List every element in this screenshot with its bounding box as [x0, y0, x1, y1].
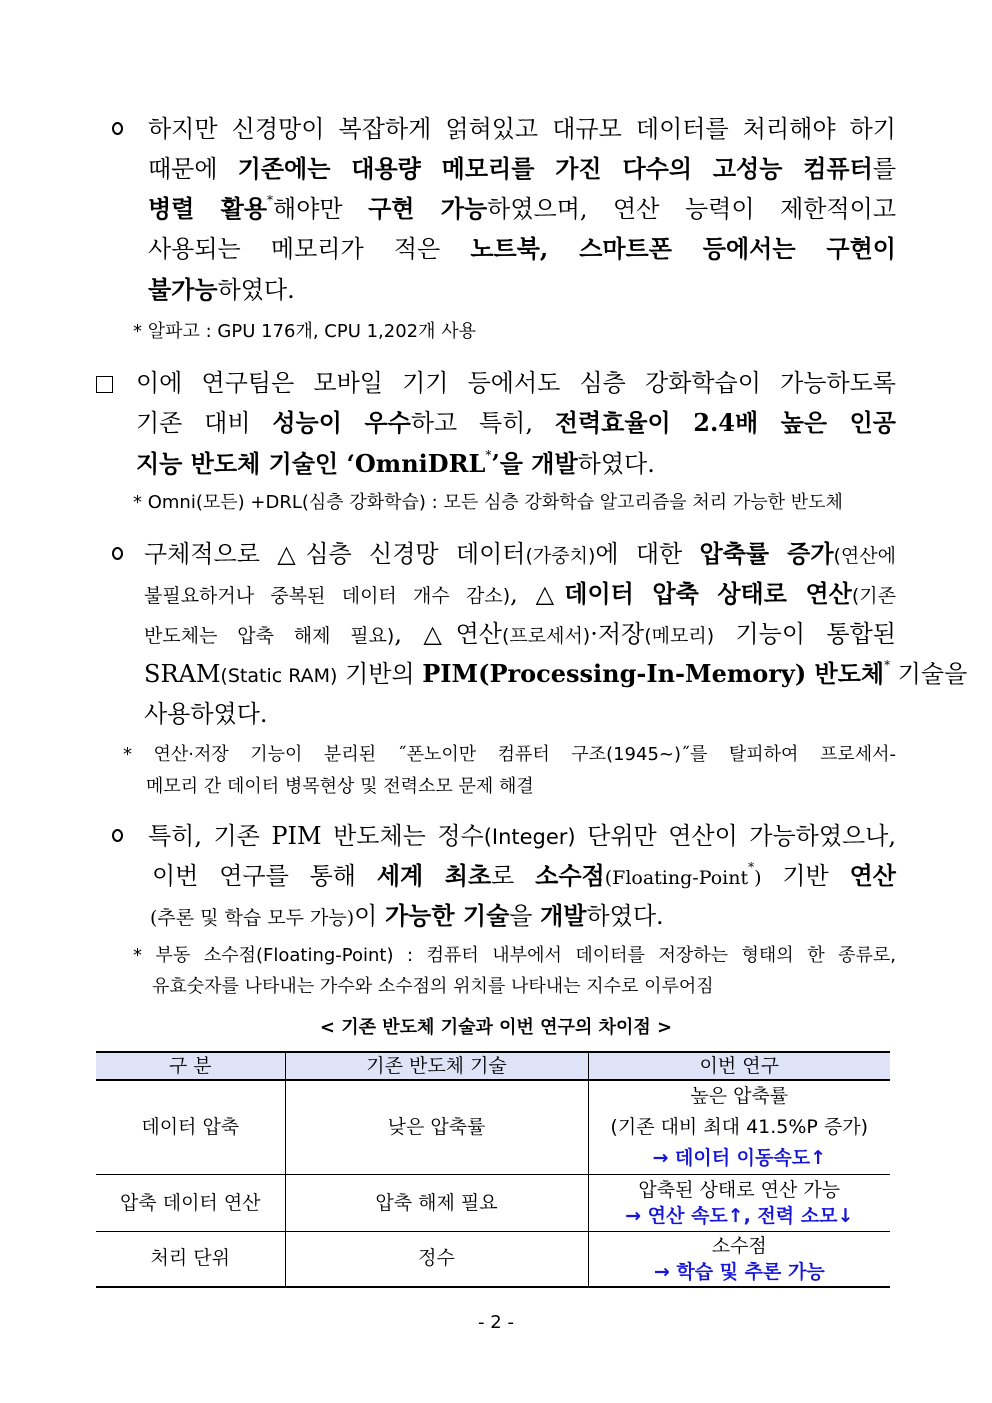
bullet-circle-icon [112, 829, 123, 842]
table-cell-existing: 낮은 압축률 [285, 1080, 588, 1175]
cell-highlight: → 학습 및 추론 가능 [653, 1260, 825, 1283]
table-cell-new [588, 1175, 890, 1232]
table-header-existing: 기존 반도체 기술 [285, 1052, 588, 1080]
table-row [96, 1080, 890, 1175]
para1-line3: 병렬 활용*해야만 구현 가능하였으며, 연산 능력이 제한적이고 [148, 193, 896, 223]
para4-footnote-line2: 유효숫자를 나타내는 가수와 소수점의 위치를 나타내는 지수로 이루어짐 [152, 976, 714, 997]
cell-highlight: → 연산 속도↑, 전력 소모↓ [625, 1205, 854, 1227]
table-cell-existing: 정수 [285, 1232, 588, 1287]
para1-line5: 불가능하였다. [148, 275, 295, 304]
para3-line4: SRAM(Static RAM) 기반의 PIM(Processing-In-Memory) 반도체* 기술을 [144, 658, 968, 688]
table-cell-new [588, 1080, 890, 1175]
bullet-circle-icon [112, 122, 123, 135]
cell-highlight: → 데이터 이동속도↑ [652, 1147, 827, 1169]
para2-footnote: * Omni(모든) +DRL(심층 강화학습) : 모든 심층 강화학습 알고리즘을 처리 가능한 반도체 [133, 492, 843, 513]
table-caption: < 기존 반도체 기술과 이번 연구의 차이점 > [319, 1017, 673, 1038]
page-number: - 2 - [478, 1312, 514, 1333]
cell-text: 높은 압축률 [690, 1085, 789, 1107]
para3-footnote-line1: * 연산·저장 기능이 분리된 ˝폰노이만 컴퓨터 구조(1945~)˝를 탈피하여 프로세서- [123, 744, 896, 765]
para1-footnote: * 알파고 : GPU 176개, CPU 1,202개 사용 [133, 321, 477, 342]
cell-text: 소수점 [711, 1234, 767, 1257]
table-cell-label: 압축 데이터 연산 [96, 1175, 285, 1232]
para4-line1: 특히, 기존 PIM 반도체는 정수(Integer) 단위만 연산이 가능하였으나, [148, 822, 896, 850]
bullet-square-icon [96, 376, 113, 393]
table-cell-label: 데이터 압축 [96, 1080, 285, 1175]
para3-line2: 불필요하거나 중복된 데이터 개수 감소), △데이터 압축 상태로 연산(기존 [144, 579, 896, 608]
para4-footnote-line1: * 부동 소수점(Floating-Point) : 컴퓨터 내부에서 데이터를 저장하는 형태의 한 종류로, [133, 945, 896, 966]
table-row [96, 1175, 890, 1232]
para3-line5: 사용하였다. [144, 700, 268, 728]
para2-line3: 지능 반도체 기술인 ‘OmniDRL*’을 개발하였다. [136, 448, 655, 478]
para4-line2: 이번 연구를 통해 세계 최초로 소수점(Floating-Point*) 기반 연산 [152, 860, 896, 890]
para1-line2: 때문에 기존에는 대용량 메모리를 가진 다수의 고성능 컴퓨터를 [148, 154, 896, 183]
cell-text: (기존 대비 최대 41.5%P 증가) [610, 1116, 869, 1138]
table-row [96, 1232, 890, 1287]
table-cell-new [588, 1232, 890, 1287]
para1-line4: 사용되는 메모리가 적은 노트북, 스마트폰 등에서는 구현이 [148, 234, 896, 263]
table-header-row [96, 1052, 890, 1080]
para3-footnote-line2: 메모리 간 데이터 병목현상 및 전력소모 문제 해결 [146, 776, 534, 797]
para1-line1: 하지만 신경망이 복잡하게 얽혀있고 대규모 데이터를 처리해야 하기 [148, 115, 896, 143]
table-header-category: 구 분 [96, 1052, 285, 1080]
para2-line1: 이에 연구팀은 모바일 기기 등에서도 심층 강화학습이 가능하도록 [136, 369, 896, 397]
para2-line2: 기존 대비 성능이 우수하고 특히, 전력효율이 2.4배 높은 인공 [136, 408, 896, 437]
para4-line3: (추론 및 학습 모두 가능)이 가능한 기술을 개발하였다. [150, 901, 664, 930]
cell-text: 압축된 상태로 연산 가능 [638, 1179, 841, 1201]
table-cell-label: 처리 단위 [96, 1232, 285, 1287]
bullet-circle-icon [112, 547, 123, 560]
table-cell-existing: 압축 해제 필요 [285, 1175, 588, 1232]
comparison-table [96, 1051, 890, 1288]
para3-line1: 구체적으로 △심층 신경망 데이터(가중치)에 대한 압축률 증가(연산에 [144, 539, 896, 568]
table-header-this-study: 이번 연구 [588, 1052, 890, 1080]
para3-line3: 반도체는 압축 해제 필요), △연산(프로세서)·저장(메모리) 기능이 통합된 [144, 620, 896, 648]
